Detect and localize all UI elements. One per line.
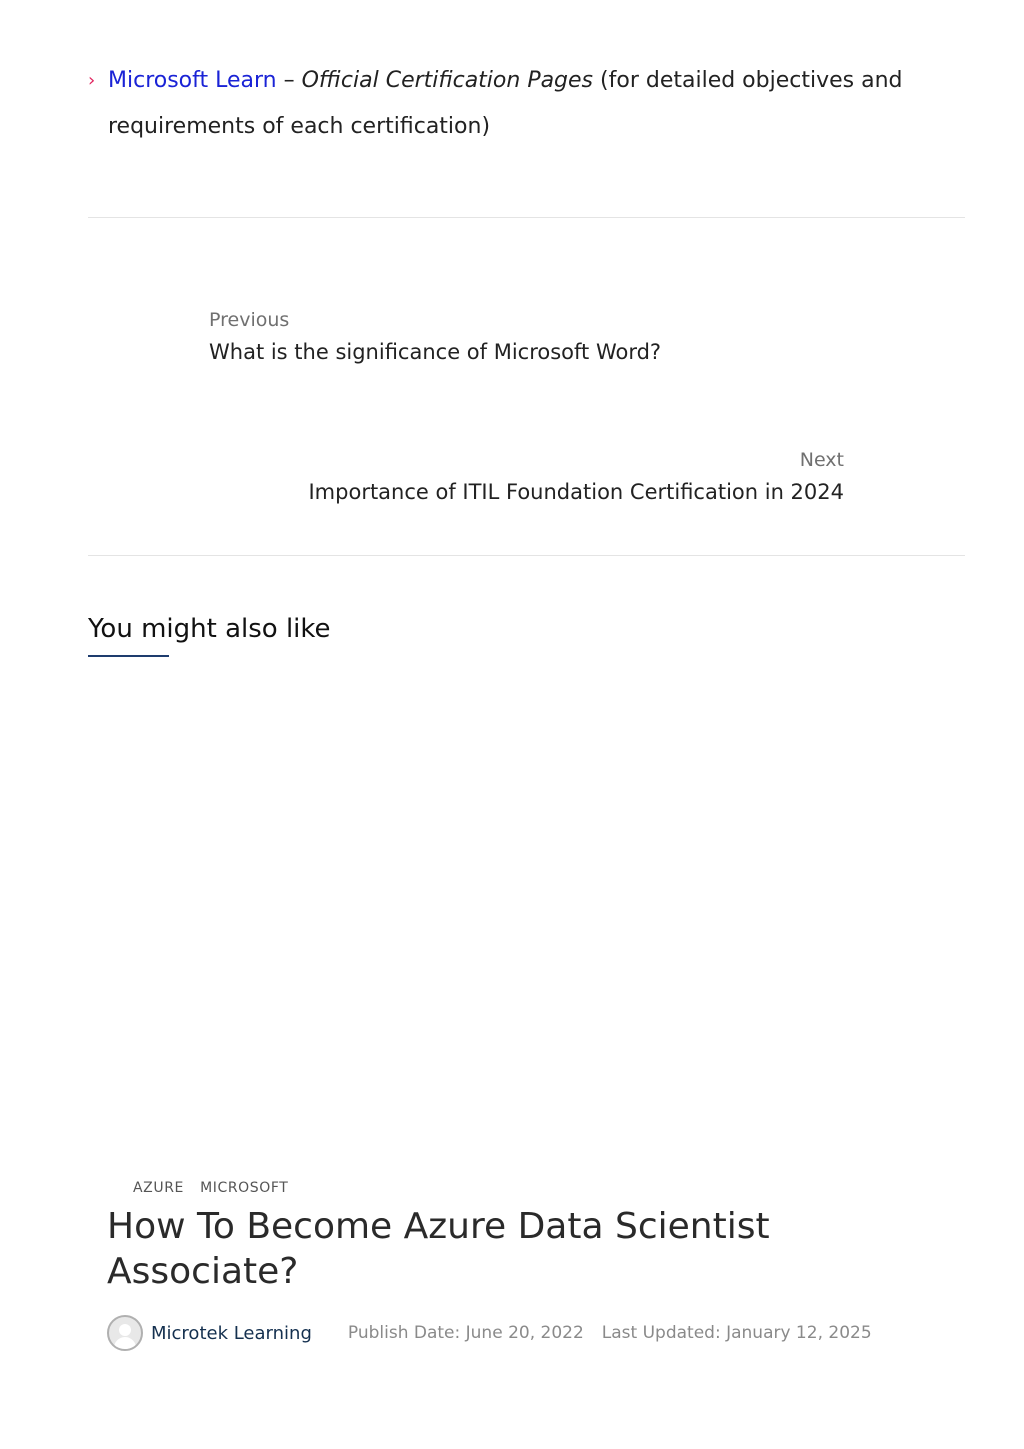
reference-italic: Official Certification Pages [301, 68, 594, 93]
microsoft-learn-link[interactable]: Microsoft Learn [108, 68, 277, 93]
category-azure[interactable]: AZURE [133, 1180, 184, 1196]
reference-description: (for detailed objectives and requirements of each certification) [108, 68, 903, 139]
related-posts-heading: You might also like [88, 614, 331, 644]
heading-underline [88, 655, 169, 657]
avatar-body [114, 1337, 136, 1351]
next-post-title: Importance of ITIL Foundation Certification in 2024 [308, 480, 844, 504]
divider [88, 555, 965, 556]
last-updated-date: Last Updated: January 12, 2025 [601, 1323, 872, 1343]
reference-list-item [88, 58, 968, 150]
previous-post-title: What is the significance of Microsoft Word? [209, 340, 662, 364]
chevron-right-icon: › [88, 70, 96, 91]
publish-date: Publish Date: June 20, 2022 [347, 1323, 584, 1343]
reference-text [108, 58, 968, 150]
reference-dash: – [283, 68, 295, 93]
category-list [133, 1178, 927, 1198]
author-name[interactable]: Microtek Learning [151, 1322, 312, 1344]
previous-post-link[interactable] [209, 306, 661, 370]
related-post-title[interactable]: How To Become Azure Data Scientist Associate? [107, 1206, 770, 1292]
avatar-head [119, 1324, 131, 1336]
related-post-card [107, 1178, 927, 1352]
next-label: Next [799, 449, 844, 471]
divider [88, 217, 965, 218]
next-post-link[interactable] [308, 446, 844, 510]
post-meta [107, 1314, 927, 1352]
category-microsoft[interactable]: MICROSOFT [200, 1180, 289, 1196]
avatar [107, 1315, 143, 1351]
previous-label: Previous [209, 309, 290, 331]
